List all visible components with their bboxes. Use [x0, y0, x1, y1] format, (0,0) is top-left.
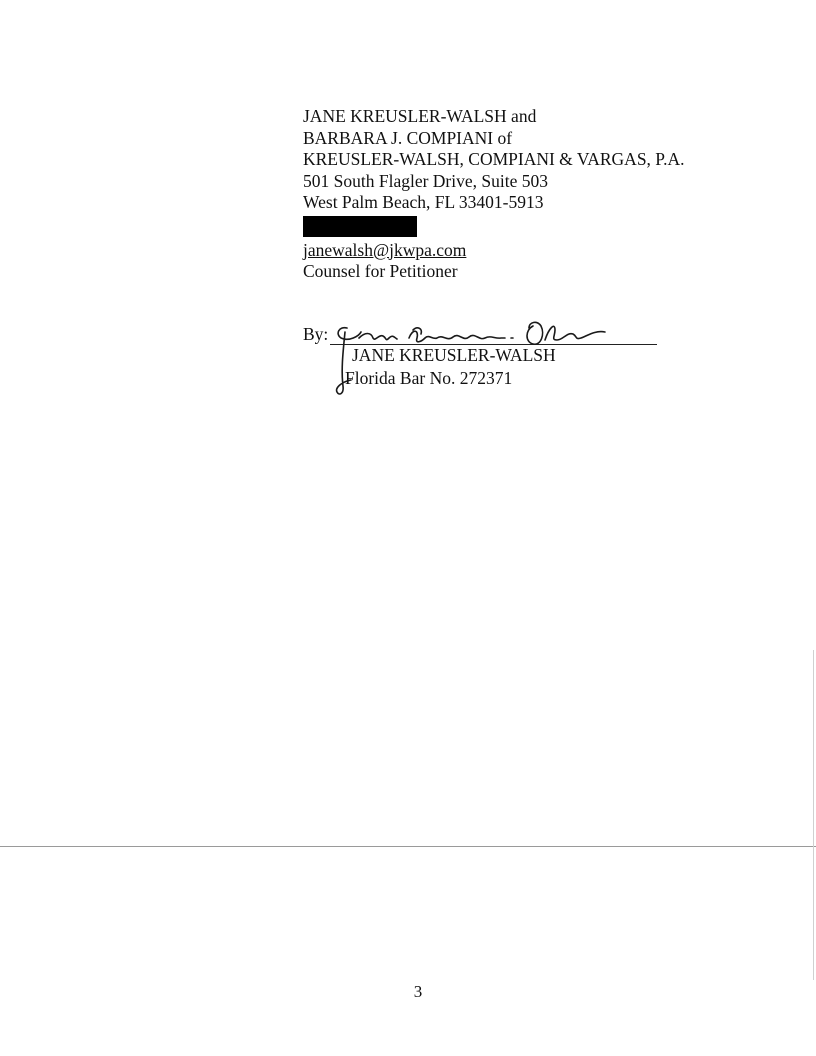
by-label: By: [303, 324, 329, 344]
address-line-2: West Palm Beach, FL 33401-5913 [303, 192, 544, 212]
scan-edge-mark [813, 650, 814, 980]
counsel-line-1: JANE KREUSLER-WALSH and [303, 106, 537, 126]
signature-block [303, 320, 663, 400]
counsel-block [303, 106, 763, 283]
page-divider [0, 846, 816, 847]
page-number: 3 [413, 982, 423, 1001]
signer-name: JANE KREUSLER-WALSH [352, 345, 556, 365]
redaction-box [303, 216, 417, 237]
email-link[interactable]: janewalsh@jkwpa.com [303, 239, 467, 260]
address-line-1: 501 South Flagler Drive, Suite 503 [303, 170, 548, 191]
counsel-line-2: BARBARA J. COMPIANI of [303, 127, 513, 148]
law-firm-name: KREUSLER-WALSH, COMPIANI & VARGAS, P.A. [303, 149, 685, 169]
bar-number: Florida Bar No. 272371 [345, 368, 513, 388]
counsel-role: Counsel for Petitioner [303, 261, 458, 281]
